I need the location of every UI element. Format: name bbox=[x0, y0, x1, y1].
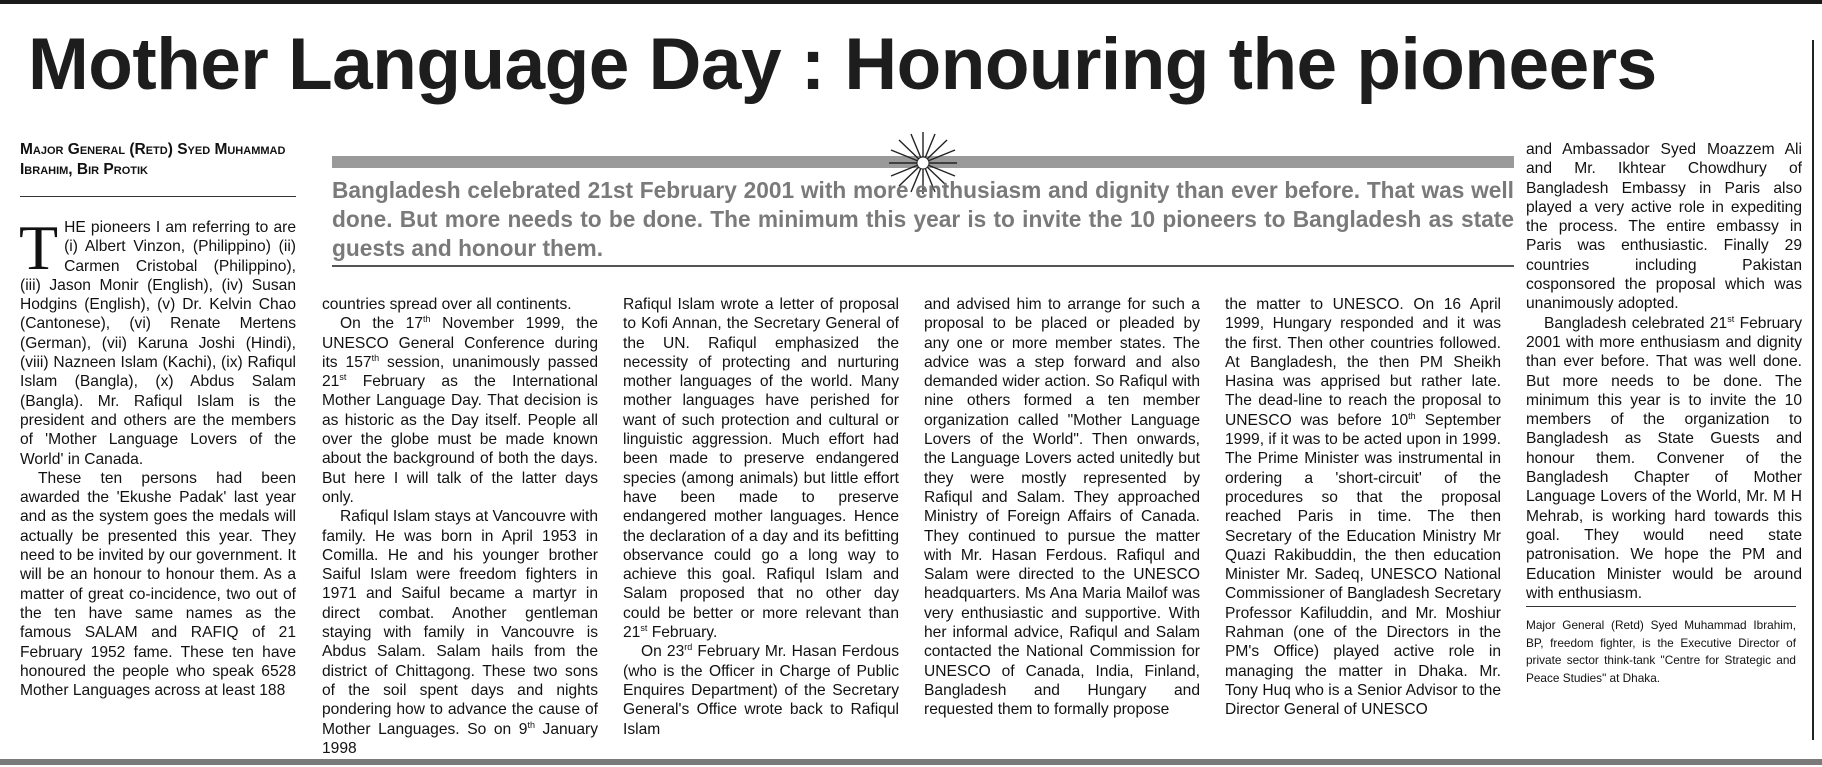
paragraph: These ten persons had been awarded the 'Ekushe Padak' last year and as the system goes the medals will actually be presented this year. They need to be invited by our government. It will be an honour to honour them. As a matter of great co-incidence, two out of the ten have same names as the famous SALAM and RAFIQ of 21 February 1952 fame. These ten have honoured the people who speak 6528 Mother Languages across at least 188 bbox=[20, 469, 296, 700]
superscript: rd bbox=[684, 642, 693, 653]
paragraph: and Ambassador Syed Moazzem Ali and Mr. Ikhtear Chowdhury of Bangladesh Embassy in Paris also played a very active role in expediting the process. The entire embassy in Paris was enthusiastic. Finally 29 countries including Pakistan cosponsored the proposal which was unanimously adopted. bbox=[1526, 141, 1802, 313]
superscript: st bbox=[1727, 313, 1735, 324]
superscript: th bbox=[423, 314, 431, 325]
superscript: st bbox=[339, 372, 347, 382]
paragraph bbox=[1225, 295, 1501, 720]
article-column-2 bbox=[322, 295, 598, 758]
text-run: September 1999, if it was to be acted upon in 1999. The Prime Minister was instrumental in ordering a 'short-circuit' of the procedures so that the proposal reached Paris in time. The then Secretary of the Education Ministry Mr Quazi Rakibuddin, the then education Minister Mr. Sadeq, UNESCO National Commissioner of Bangladesh Secretary Professor Kafiluddin, and Mr. Moshiur Rahman (one of the Directors in the PM's Office) played active role in managing the matter in Dhaka. Mr. Tony Huq who is a Senior Advisor to the Director General of UNESCO bbox=[1225, 411, 1501, 719]
paragraph bbox=[623, 295, 899, 642]
text-run: January 1998 bbox=[322, 720, 599, 757]
text-run: On the 17 bbox=[340, 315, 424, 333]
text-run: Rafiqul Islam stays at Vancouvre with family. He was born in April 1953 in Comilla. He and his younger brother Saiful Islam were freedom fighters in 1971 and Saiful became a martyr in direct combat. Another gentleman staying with family in Vancouvre is Abdus Salam. Salam hails from the district of Chittagong. These two sons of the soil spent days and nights pondering how to advance the cause of Mother Languages. So on 9 bbox=[322, 508, 598, 738]
author-bio: Major General (Retd) Syed Muhammad Ibrahim, BP, freedom fighter, is the Executive Director of private sector think-tank "Centre for Strategic and Peace Studies" at Dhaka. bbox=[1526, 618, 1796, 685]
text-run: November 1999, the UNESCO General Conference during its 157 bbox=[322, 315, 598, 371]
deck-summary: Bangladesh celebrated 21st February 2001 with more enthusiasm and dignity than ever before. That was well done. But more needs to be done. The minimum this year is to invite the 10 pioneers to Bangladesh as state guests and honour them. bbox=[332, 177, 1514, 261]
byline: Major General (Retd) Syed Muhammad Ibrahim, Bir Protik bbox=[20, 141, 286, 178]
text-run: session, unanimously passed 21 bbox=[322, 353, 598, 391]
text-run: February. bbox=[647, 624, 718, 642]
text-run: February Mr. Hasan Ferdous (who is the Officer in Charge of Public Enquires Department) of the Secretary General's Office wrote back to Rafiqul Islam bbox=[623, 643, 899, 738]
superscript: th bbox=[1408, 410, 1416, 421]
byline-rule bbox=[20, 196, 296, 197]
superscript: th bbox=[371, 352, 380, 363]
paragraph bbox=[19, 212, 296, 469]
paragraph bbox=[322, 314, 598, 507]
text-run: the matter to UNESCO. On 16 April 1999, Hungary responded and it was the first. Then other countries followed. At Bangladesh, the then PM Sheikh Hasina was apprised but rather late. The dead-line to reach the proposal to UNESCO was before 10 bbox=[1225, 296, 1501, 429]
article-column-3 bbox=[623, 295, 899, 739]
article-column-5 bbox=[1225, 295, 1501, 720]
deck-bottom-rule bbox=[332, 265, 1514, 267]
paragraph-text: HE pioneers I am referring to are (i) Albert Vinzon, (Philippino) (ii) Carmen Cristobal (Philippino), (iii) Jason Monir (English), (iv) Susan Hodgins (English), (v) Dr. Kelvin Chao (Cantonese), (vi) Renate Mertens (German), (vii) Karuna Joshi (Hindi), (viii) Nazneen Islam (Kachi), (ix) Rafiqul Islam (Bangla), (x) Abdus Salam (Bangla). Mr. Rafiqul Islam is the president and others are the members of 'Mother Language Lovers of the World' in Canada. bbox=[20, 219, 296, 468]
text-run: February 2001 with more enthusiasm and dignity than ever before. That was well done. But more needs to be done. The minimum this year is to invite the 10 members of the organization to Bangladesh as State Guests and honour them. Convener of the Bangladesh Chapter of Mother Language Lovers of the World, Mr. M H Mehrab, is working hard towards this goal. They would need state patronisation. We hope the PM and Education Minister would be around with enthusiasm. bbox=[1526, 314, 1802, 602]
right-edge-rule bbox=[1812, 40, 1814, 740]
article-column-4 bbox=[924, 295, 1200, 720]
paragraph: and advised him to arrange for such a proposal to be placed or pleaded by any one or more member states. The advice was a step forward and also demanded wider action. So Rafiqul with nine others formed a ten member organization called "Mother Language Lovers of the World". Then onwards, the Language Lovers acted unitedly but they were mostly represented by Rafiqul and Salam. They approached Ministry of Foreign Affairs of Canada. They continued to pursue the matter with Mr. Hasan Ferdous. Rafiqul and Salam were directed to the UNESCO headquarters. Ms Ana Maria Mailof was very enthusiastic and supportive. With her informal advice, Rafiqul and Salam contacted the National Commission for UNESCO of Canada, India, Finland, Bangladesh and Hungary and requested them to formally propose bbox=[924, 296, 1200, 719]
paragraph bbox=[1526, 314, 1802, 603]
top-rule bbox=[0, 0, 1822, 4]
drop-cap: T bbox=[19, 212, 59, 283]
text-run: Bangladesh celebrated 21 bbox=[1544, 314, 1728, 332]
text-run: February as the International Mother Language Day. That decision is as historic as the Day itself. People all over the globe must be made known about the background of both the days. But here I will talk of the latter days only. bbox=[322, 373, 598, 506]
article-column-1 bbox=[19, 212, 296, 700]
superscript: st bbox=[640, 622, 648, 633]
article-column-6 bbox=[1526, 140, 1802, 603]
text-run: Rafiqul Islam wrote a letter of proposal to Kofi Annan, the Secretary General of the UN. Rafiqul emphasized the necessity of protecting and nurturing mother languages of the world. Many mother languages have perished for want of such protection and cultural or linguistic aggression. Much effort had been made to preserve endangered species (among animals) but little effort have been made to preserve endangered mother languages. Hence the declaration of a day and its befitting observance could go a long way to achieve this goal. Rafiqul Islam and Salam proposed that no other day could be better or more relevant than 21 bbox=[623, 296, 899, 642]
headline: Mother Language Day : Honouring the pioneers bbox=[28, 24, 1657, 105]
paragraph bbox=[623, 642, 899, 738]
bottom-rule bbox=[0, 759, 1822, 765]
paragraph bbox=[322, 507, 598, 758]
text-run: On 23 bbox=[641, 643, 685, 661]
bio-rule bbox=[1526, 606, 1796, 607]
superscript: th bbox=[527, 719, 535, 730]
paragraph: countries spread over all continents. bbox=[322, 296, 572, 313]
